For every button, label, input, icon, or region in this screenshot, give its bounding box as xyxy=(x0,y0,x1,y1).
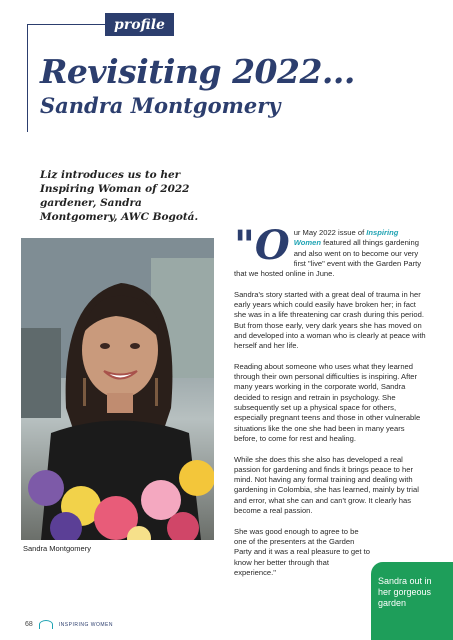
photo-caption: Sandra Montgomery xyxy=(23,544,91,553)
article-paragraph-2: Sandra's story started with a great deal of trauma in her early years which could easily have broken her; in fact she was in a life threatening car crash during this period. But from those early, very dark years she has moved on and developed into a woman who is clearly at peace with herself and her life. xyxy=(234,289,426,351)
article-paragraph-5: She was good enough to agree to be one of the presenters at the Garden Party and it was a real pleasure to get to know her better through that experience." xyxy=(234,526,370,577)
article-paragraph-4: While she does this she also has developed a real passion for gardening and finds it brings peace to her mind. Not having any formal training and dealing with gardening in Colombia, she has learned, mainly by trial and error, what she can and can't grow. It clearly has become a real passion. xyxy=(234,454,419,516)
article-paragraph-1 xyxy=(234,222,426,279)
brand-logo-icon xyxy=(39,620,53,629)
header-rule-horizontal xyxy=(27,24,105,25)
portrait-photo xyxy=(21,238,214,540)
article-text: ur May 2022 issue of xyxy=(293,228,367,237)
article-text: featured all things gardening and also went on to become our very first "live" event with the Garden Party that we hosted online in June. xyxy=(234,238,422,279)
page-subtitle: Sandra Montgomery xyxy=(40,93,281,118)
intro-text: Liz introduces us to her Inspiring Woman of 2022 gardener, Sandra Montgomery, AWC Bogotá. xyxy=(40,169,199,223)
footer-brand: INSPIRING WOMEN xyxy=(58,621,113,628)
brand-mention: Inspiring Women xyxy=(293,228,399,248)
page-title: Revisiting 2022... xyxy=(40,52,355,91)
drop-cap: "O xyxy=(234,222,290,269)
page-footer xyxy=(25,620,113,629)
photo-callout-box: Sandra out in her gorgeous garden xyxy=(371,562,453,640)
header-rule-vertical xyxy=(27,25,28,132)
page-number: 68 xyxy=(25,621,33,628)
article-paragraph-3: Reading about someone who uses what they learned through their own personal difficulties is inspiring. After many years working in the corporate world, Sandra decided to resign and retrain in psychology. She subsequently set up a physical space for others, especially pregnant teens and those in other vulnerable situations like the one she had been in many years before, to come for rest and healing. xyxy=(234,361,421,443)
section-tag: profile xyxy=(105,13,174,36)
article-body xyxy=(234,222,426,588)
